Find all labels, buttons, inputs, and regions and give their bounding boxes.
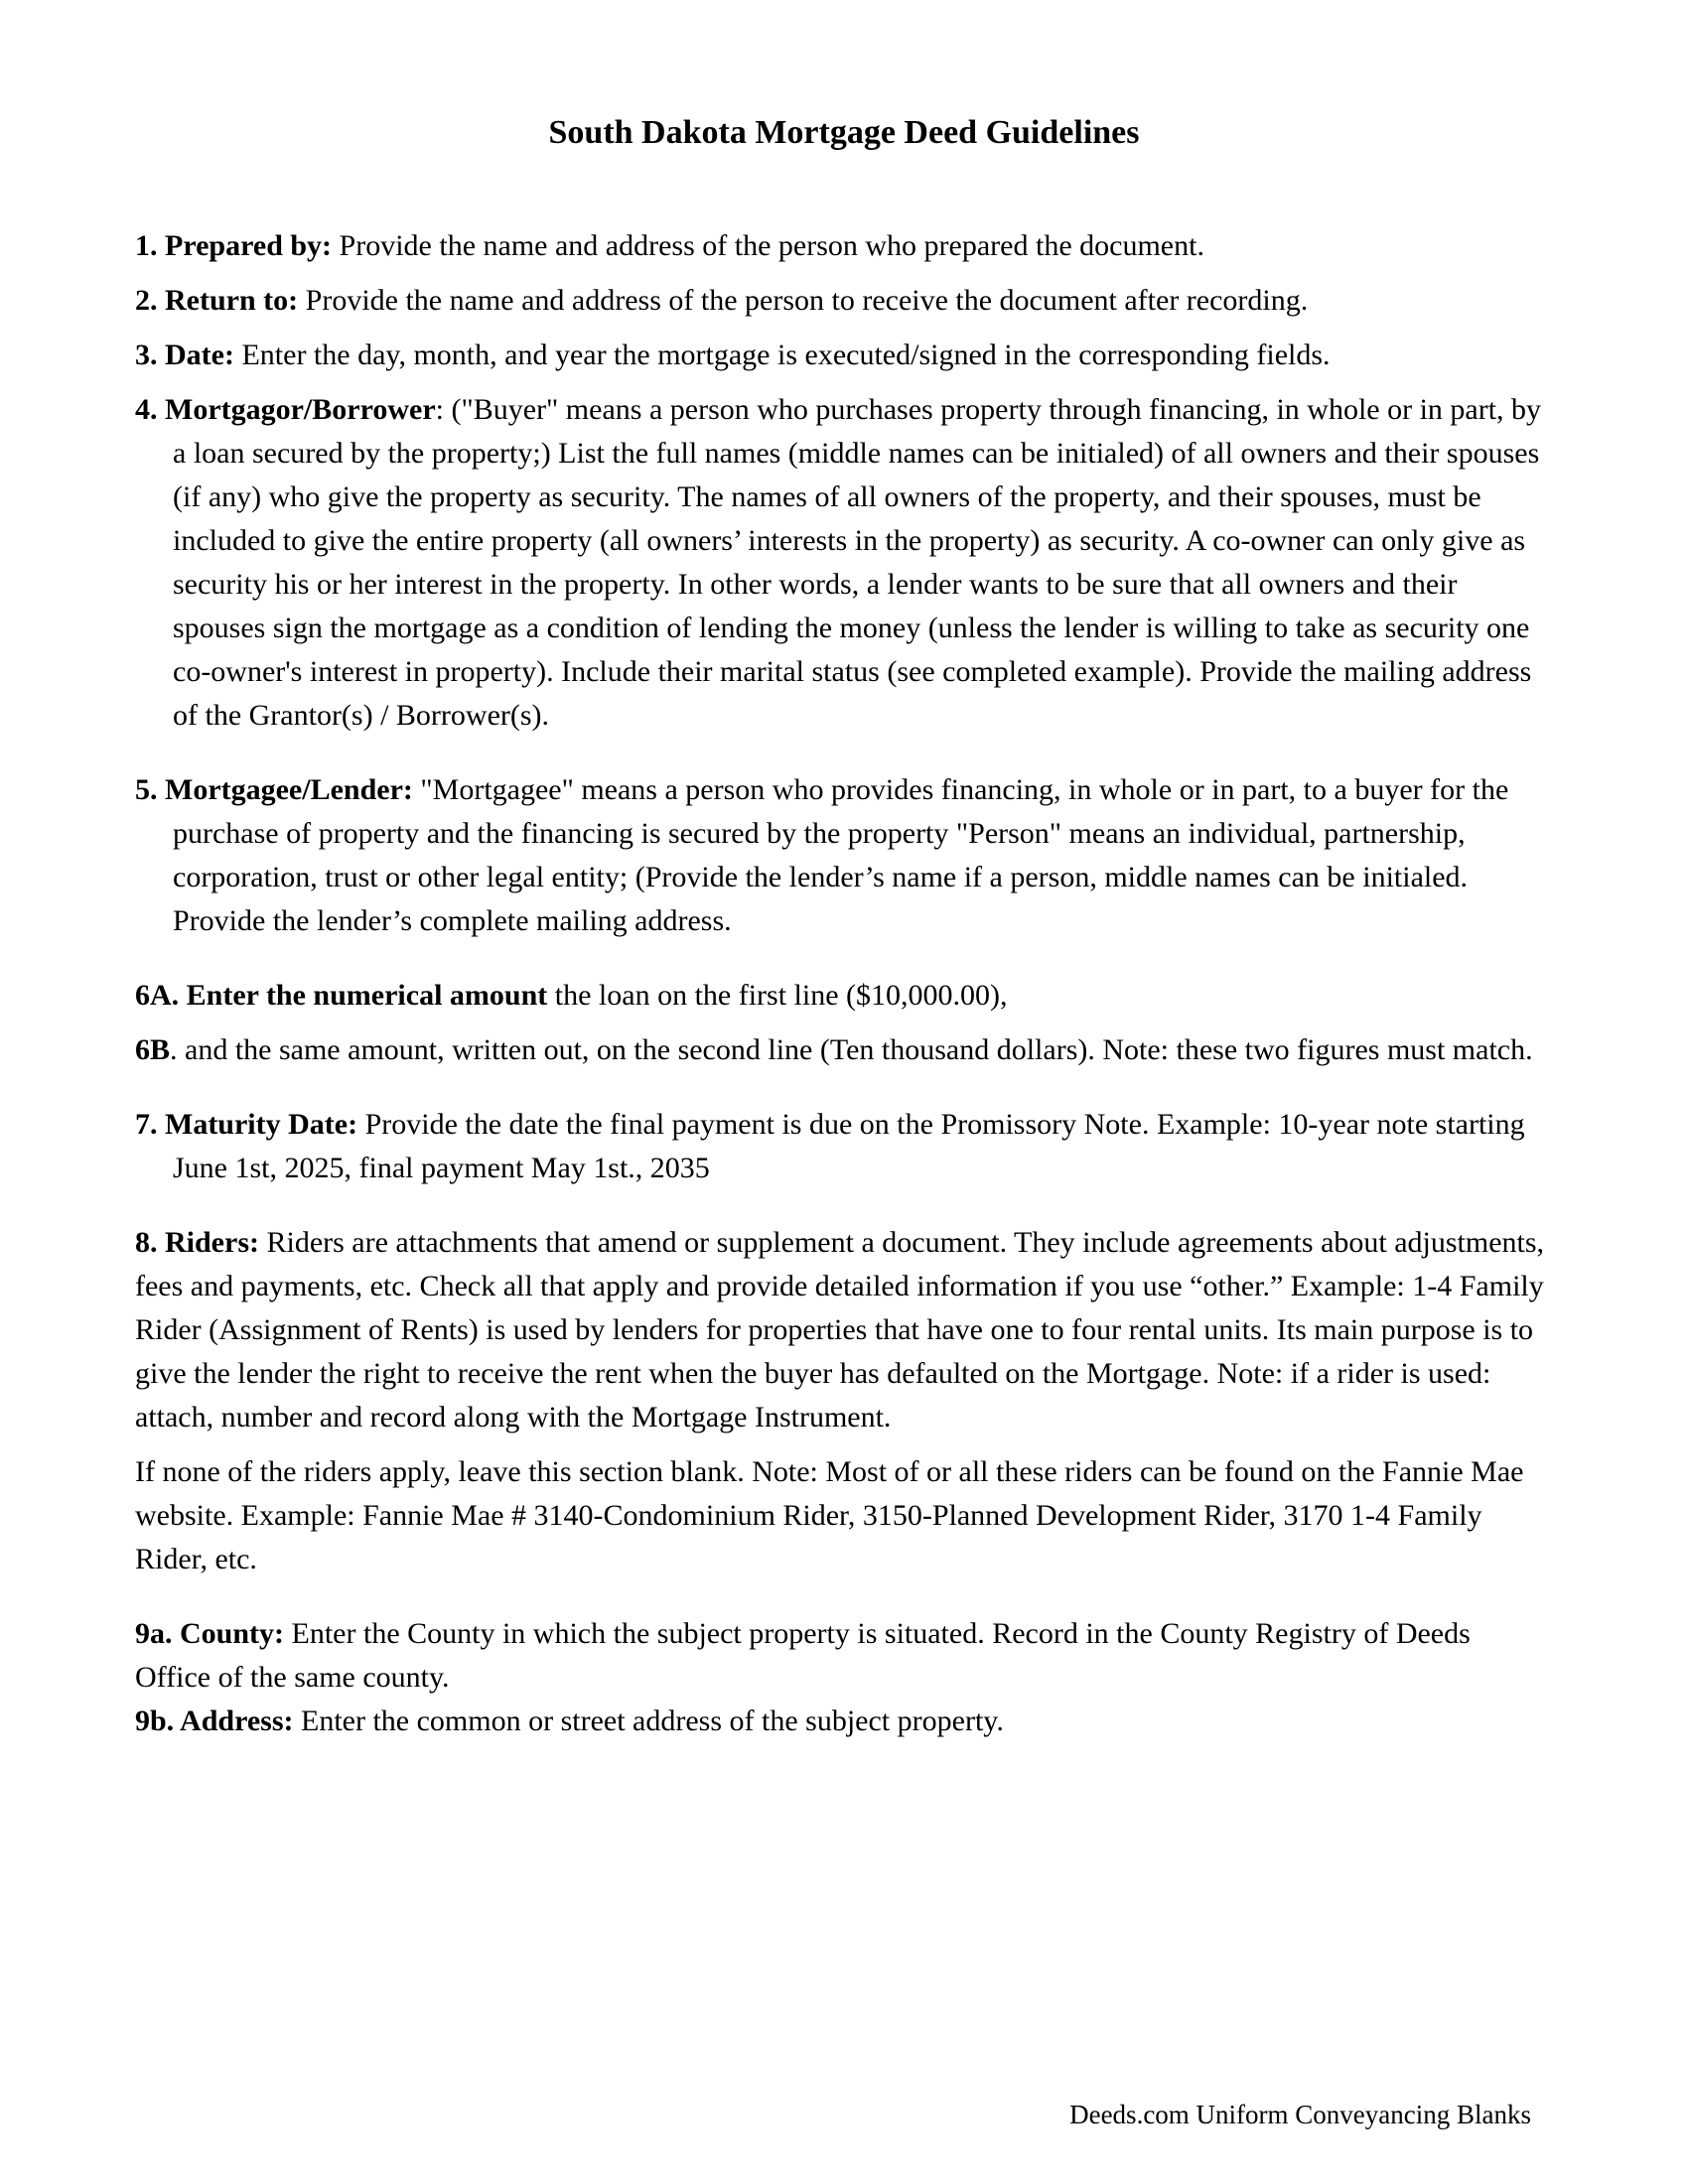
item-mortgagee bbox=[135, 768, 1553, 943]
item-label: 7. Maturity Date: bbox=[135, 1108, 358, 1141]
item-text: If none of the riders apply, leave this section blank. Note: Most of or all these riders can be found on the Fannie Mae website. Example: Fannie Mae # 3140-Condominium Rider, 3150-Planned Development Rider, 3170 1-4 Family Rider, etc. bbox=[135, 1455, 1524, 1575]
item-maturity-date bbox=[135, 1103, 1553, 1190]
item-label: 3. Date: bbox=[135, 339, 234, 371]
item-riders bbox=[135, 1221, 1553, 1439]
item-text: Enter the common or street address of the subject property. bbox=[293, 1705, 1004, 1737]
item-label: 2. Return to: bbox=[135, 284, 299, 317]
item-label: 5. Mortgagee/Lender: bbox=[135, 773, 413, 806]
item-text: Enter the day, month, and year the mortgage is executed/signed in the corresponding fields. bbox=[233, 339, 1331, 371]
item-label: 9a. County: bbox=[135, 1617, 285, 1650]
item-label: 1. Prepared by: bbox=[135, 229, 333, 262]
footer-text: Deeds.com Uniform Conveyancing Blanks bbox=[1069, 2100, 1531, 2129]
item-text: Provide the name and address of the person who prepared the document. bbox=[332, 229, 1204, 262]
item-text: Provide the date the final payment is due on the Promissory Note. Example: 10-year note starting June 1st, 2025, final payment May 1st., 2035 bbox=[173, 1108, 1525, 1184]
guidelines-body bbox=[135, 224, 1553, 1743]
item-text: Riders are attachments that amend or supplement a document. They include agreements about adjustments, fees and payments, etc. Check all that apply and provide detailed information if you use “other.” Example: 1-4 Family Rider (Assignment of Rents) is used by lenders for properties that have one to four rental units. Its main purpose is to give the lender the right to receive the rent when the buyer has defaulted on the Mortgage. Note: if a rider is used: attach, number and record along with the Mortgage Instrument. bbox=[135, 1226, 1545, 1433]
item-label: 6A. Enter the numerical amount bbox=[135, 979, 548, 1012]
item-text: : ("Buyer" means a person who purchases property through financing, in whole or in part, by a loan secured by the property;) List the full names (middle names can be initialed) of all owners and their spouses (if any) who give the property as security. The names of all owners of the property, and their spouses, must be included to give the entire property (all owners’ interests in the property) as security. A co-owner can only give as security his or her interest in the property. In other words, a lender wants to be sure that all owners and their spouses sign the mortgage as a condition of lending the money (unless the lender is willing to take as security one co-owner's interest in property). Include their marital status (see completed example). Provide the mailing address of the Grantor(s) / Borrower(s). bbox=[173, 393, 1542, 732]
item-text: . and the same amount, written out, on the second line (Ten thousand dollars). Note: these two figures must match. bbox=[170, 1033, 1533, 1066]
item-county bbox=[135, 1612, 1553, 1700]
item-6a-amount bbox=[135, 974, 1553, 1018]
item-mortgagor bbox=[135, 388, 1553, 738]
item-label: 8. Riders: bbox=[135, 1226, 259, 1259]
item-text: Provide the name and address of the person to receive the document after recording. bbox=[298, 284, 1309, 317]
item-prepared-by bbox=[135, 224, 1553, 268]
item-label: 4. Mortgagor/Borrower bbox=[135, 393, 436, 426]
item-text: "Mortgagee" means a person who provides financing, in whole or in part, to a buyer for the purchase of property and the financing is secured by the property "Person" means an individual, partnership, corporation, trust or other legal entity; (Provide the lender’s name if a person, middle names can be initialed. Provide the lender’s complete mailing address. bbox=[173, 773, 1509, 937]
page-title: South Dakota Mortgage Deed Guidelines bbox=[548, 114, 1140, 151]
item-return-to bbox=[135, 279, 1553, 323]
item-date bbox=[135, 334, 1553, 377]
item-riders-note bbox=[135, 1450, 1553, 1581]
item-6b-written bbox=[135, 1028, 1553, 1072]
item-text: Enter the County in which the subject property is situated. Record in the County Registry of Deeds Office of the same county. bbox=[135, 1617, 1471, 1694]
item-text: the loan on the first line ($10,000.00), bbox=[547, 979, 1008, 1012]
item-label: 6B bbox=[135, 1033, 171, 1066]
item-label: 9b. Address: bbox=[135, 1705, 294, 1737]
item-address bbox=[135, 1700, 1553, 1743]
